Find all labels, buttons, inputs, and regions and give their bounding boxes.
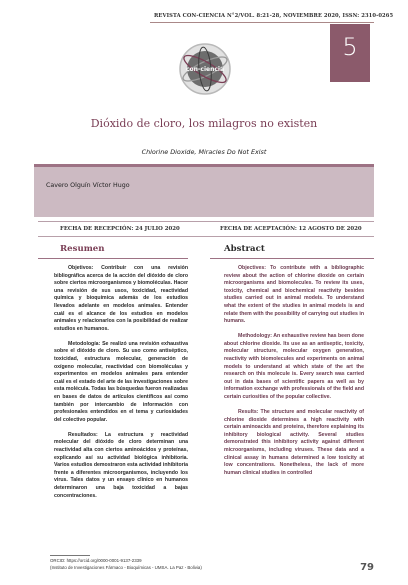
chapter-badge: [330, 24, 370, 82]
resumen-column: [54, 265, 188, 508]
institution-note: (Instituto de Investigaciones Fármaco - Bioquímicas - UMSA. La Paz - Bolivia): [50, 565, 202, 570]
footnote-rule: [50, 555, 90, 556]
resumen-methodology: Metodología: Se realizó una revisión exhaustiva sobre el dióxido de cloro. Su uso como antiséptico, toxicidad, estructura molecular, generación de oxígeno molecular, reactividad con biomoléculas y experimentos en modelos animales para entender cuál es el estado del arte de las investigaciones sobre esta molécula. Todas las búsquedas fueron realizadas en bases de datos de artículos científicos así como también por intercambio de información con profesionales entendidos en el tema y curiosidades del colectivo popular.: [54, 340, 188, 423]
author-band-accent: [34, 164, 374, 167]
received-date: FECHA DE RECEPCIÓN: 24 JULIO 2020: [60, 226, 180, 232]
journal-header: REVISTA CON-CIENCIA N°2/VOL. 8:21-28, NOVIEMBRE 2020, ISSN: 2310-0265: [154, 13, 394, 19]
abstract-heading-rule: [210, 258, 374, 259]
article-subtitle: Chlorine Dioxide, Miracles Do Not Exist: [141, 148, 267, 156]
abstract-objectives: Objectives: To contribute with a bibliographic review about the action of chlorine dioxide on certain microorganisms and biomolecules. To review its uses, toxicity, chemical and biochemical reactivity besides studies carried out in animal models. To understand what the extent of the studies in animal models is and relate them with the possibility of carrying out studies in humans.: [224, 265, 364, 325]
dates-divider-bottom: [38, 236, 374, 237]
resumen-results: Resultados: La estructura y reactividad molecular del dióxido de cloro determinan una reactividad alta con ciertos aminoácidos y proteínas, explicando así su actividad biológica inhibitoria. Varios estudios demostraron esta actividad inhibitoria frente a diferentes microorganismos, incluyendo los virus. Tales datos y un ensayo clínico en humanos determinaron una baja toxicidad a bajas concentraciones.: [54, 431, 188, 499]
resumen-objectives: Objetivos: Contribuir con una revisión bibliográfica acerca de la acción del dióxido de cloro sobre ciertos microorganismos y biomoléculas. Hacer una revisión de sus usos, toxicidad, reactividad química y bioquímica además de los estudios llevados adelante en modelos animales. Entender cuál es el alcance de los estudios en modelos animales y relacionarlos con la posibilidad de realizar estudios en humanos.: [54, 265, 188, 332]
resumen-heading: Resumen: [60, 244, 105, 254]
abstract-heading: Abstract: [224, 244, 265, 254]
journal-logo-icon: [178, 42, 232, 96]
chapter-number: 5: [342, 33, 358, 61]
abstract-results: Results: The structure and molecular reactivity of chlorine dioxide determines a high reactivity with certain aminoacids and proteins, therefore explaining its inhibitory biological activity. Several studies demonstrated this inhibitory activity against different microorganisms, including viruses. These data and a clinical assay in humans determined a low toxicity at low concentrations. Nonetheless, the lack of more human clinical studies in controlled: [224, 409, 364, 476]
orcid-link[interactable]: ORCID: https://orcid.org/0000-0001-9137-2339: [50, 558, 142, 563]
page-number: 79: [360, 562, 374, 573]
author-band: [34, 164, 374, 217]
abstract-column: [224, 265, 364, 485]
accepted-date: FECHA DE ACEPTACIÓN: 12 AGOSTO DE 2020: [220, 226, 362, 232]
article-title: Dióxido de cloro, los milagros no existen: [90, 117, 318, 130]
resumen-heading-rule: [38, 258, 188, 259]
dates-divider-top: [38, 221, 374, 222]
logo-text: con-ciencia: [185, 66, 225, 73]
author-name: Cavero Olguín Víctor Hugo: [46, 182, 130, 189]
abstract-methodology: Methodology: An exhaustive review has been done about chlorine dioxide. Its use as an antiseptic, toxicity, molecular structure, molecular oxygen generation, reactivity with biomolecules and experiments on animal models to understand at which state of the art the research on this molecule is. Every search was carried out in data bases of scientific papers as well as by information exchange with professionals of the field and certain curiosities of the popular collective.: [224, 333, 364, 400]
header-divider: [150, 22, 374, 23]
